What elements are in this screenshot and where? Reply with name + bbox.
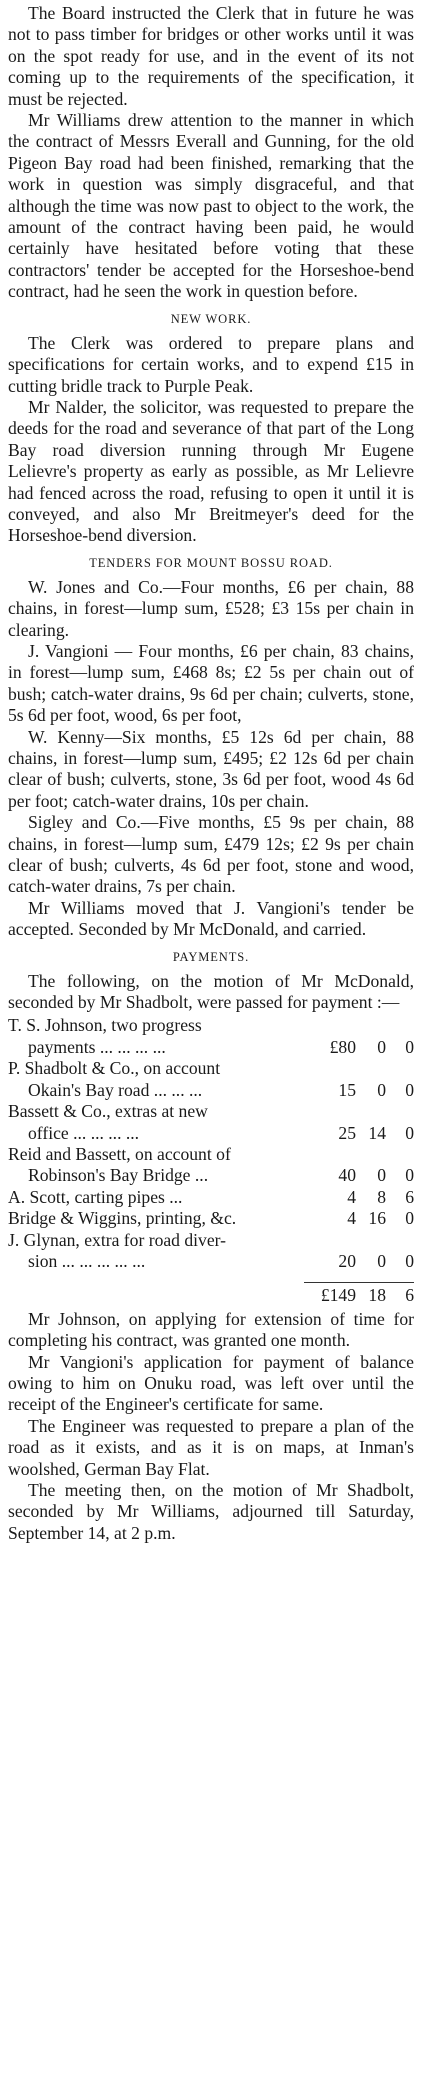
total-pence: 6 <box>405 1285 414 1306</box>
paragraph-nalder-deeds: Mr Nalder, the solicitor, was requested to prepare the deeds for the road and severance of that part of the Long Bay road diversion running through Mr Eugene Lelievre's property as early as possible, as Mr Lelievre had fenced across the road, refusing to open it until it is conveyed, and also Mr Breitmeyer's deed for the Horseshoe-bend diversion. <box>8 396 414 546</box>
payment-label-cont: sion ... ... ... ... ... <box>28 1250 146 1271</box>
heading-new-work: NEW WORK. <box>170 311 252 326</box>
total-shillings: 18 <box>368 1285 386 1306</box>
tender-jones: W. Jones and Co.—Four months, £6 per chain, 88 chains, in forest—lump sum, £528; £3 15s per chain in clearing. <box>8 576 414 640</box>
paragraph-engineer-plan: The Engineer was requested to prepare a plan of the road as it exists, and as it is on maps, at Inman's woolshed, German Bay Flat. <box>8 1415 414 1479</box>
payment-row <box>8 1208 414 1229</box>
payments-list <box>8 1015 414 1306</box>
payment-label: A. Scott, carting pipes ... <box>8 1186 183 1207</box>
payment-row <box>8 1058 414 1101</box>
paragraph-johnson-extension: Mr Johnson, on applying for extension of time for completing his contract, was granted one month. <box>8 1308 414 1351</box>
payment-amount: 40 0 0 <box>338 1165 414 1186</box>
payment-amount: £80 0 0 <box>329 1036 414 1057</box>
payment-label: J. Glynan, extra for road diver- <box>8 1229 227 1250</box>
payment-label-cont: payments ... ... ... ... <box>28 1036 166 1057</box>
paragraph-tender-motion: Mr Williams moved that J. Vangioni's tender be accepted. Seconded by Mr McDonald, and carried. <box>8 897 414 940</box>
payment-label: T. S. Johnson, two progress <box>8 1015 202 1036</box>
payment-label-cont: Okain's Bay road ... ... ... <box>28 1079 203 1100</box>
payment-amount: 15 0 0 <box>338 1079 414 1100</box>
payment-row <box>8 1187 414 1208</box>
heading-tenders: TENDERS FOR MOUNT BOSSU ROAD. <box>89 555 333 570</box>
payment-label: Bridge & Wiggins, printing, &c. <box>8 1208 237 1229</box>
payment-label-cont: office ... ... ... ... <box>28 1122 140 1143</box>
payment-amount: 25 14 0 <box>338 1122 414 1143</box>
heading-payments: PAYMENTS. <box>172 949 250 964</box>
payment-row <box>8 1101 414 1144</box>
paragraph-bridle-track: The Clerk was ordered to prepare plans and specifications for certain works, and to expend £15 in cutting bridle track to Purple Peak. <box>8 332 414 396</box>
payment-label: Bassett & Co., extras at new <box>8 1101 208 1122</box>
total-pounds: £149 <box>320 1285 356 1306</box>
payment-row <box>8 1144 414 1187</box>
tender-kenny: W. Kenny—Six months, £5 12s 6d per chain, 88 chains, in forest—lump sum, £495; £2 12s 6d per chain clear of bush; culverts, stone, 3s 6d per foot, wood 4s 6d per foot; catch-water drains, 10s per chain. <box>8 726 414 811</box>
tender-sigley: Sigley and Co.—Five months, £5 9s per chain, 88 chains, in forest—lump sum, £479 12s; £2 9s per chain clear of bush; culverts, 4s 6d per foot, stone and wood, catch-water drains, 7s per chain. <box>8 812 414 897</box>
payment-amount: 4 16 0 <box>347 1208 414 1229</box>
paragraph-timber-instruction: The Board instructed the Clerk that in future he was not to pass timber for bridges or other works until it was on the spot ready for use, and in the event of its not coming up to the requirements of the specification, it must be rejected. <box>8 3 414 109</box>
paragraph-payments-intro: The following, on the motion of Mr McDonald, seconded by Mr Shadbolt, were passed for payment :— <box>8 970 414 1013</box>
total-divider <box>304 1282 414 1283</box>
paragraph-adjournment: The meeting then, on the motion of Mr Shadbolt, seconded by Mr Williams, adjourned till Saturday, September 14, at 2 p.m. <box>8 1480 414 1543</box>
payment-amount: 4 8 6 <box>347 1186 414 1207</box>
payment-label: Reid and Bassett, on account of <box>8 1143 231 1164</box>
paragraph-williams-contract: Mr Williams drew attention to the manner in which the contract of Messrs Everall and Gunning, for the old Pigeon Bay road had been finished, remarking that the work in question was simply disgraceful, and that although the time was now past to object to the work, the amount of the contract having been paid, he would certainly have hesitated before voting that these contractors' tender be accepted for the Horseshoe-bend contract, had he seen the work in question before. <box>8 110 414 302</box>
tender-vangioni: J. Vangioni — Four months, £6 per chain, 83 chains, in forest—lump sum, £468 8s; £2 5s per chain out of bush; catch-water drains, 9s 6d per chain; culverts, stone, 5s 6d per foot, wood, 6s per foot, <box>8 640 414 726</box>
payment-label-cont: Robinson's Bay Bridge ... <box>28 1165 209 1186</box>
payment-amount: 20 0 0 <box>338 1250 414 1271</box>
payment-row <box>8 1230 414 1273</box>
paragraph-vangioni-balance: Mr Vangioni's application for payment of balance owing to him on Onuku road, was left over until the receipt of the Engineer's certificate for same. <box>8 1351 414 1415</box>
payments-total <box>8 1285 414 1306</box>
payment-label: P. Shadbolt & Co., on account <box>8 1058 221 1079</box>
payment-row <box>8 1015 414 1058</box>
